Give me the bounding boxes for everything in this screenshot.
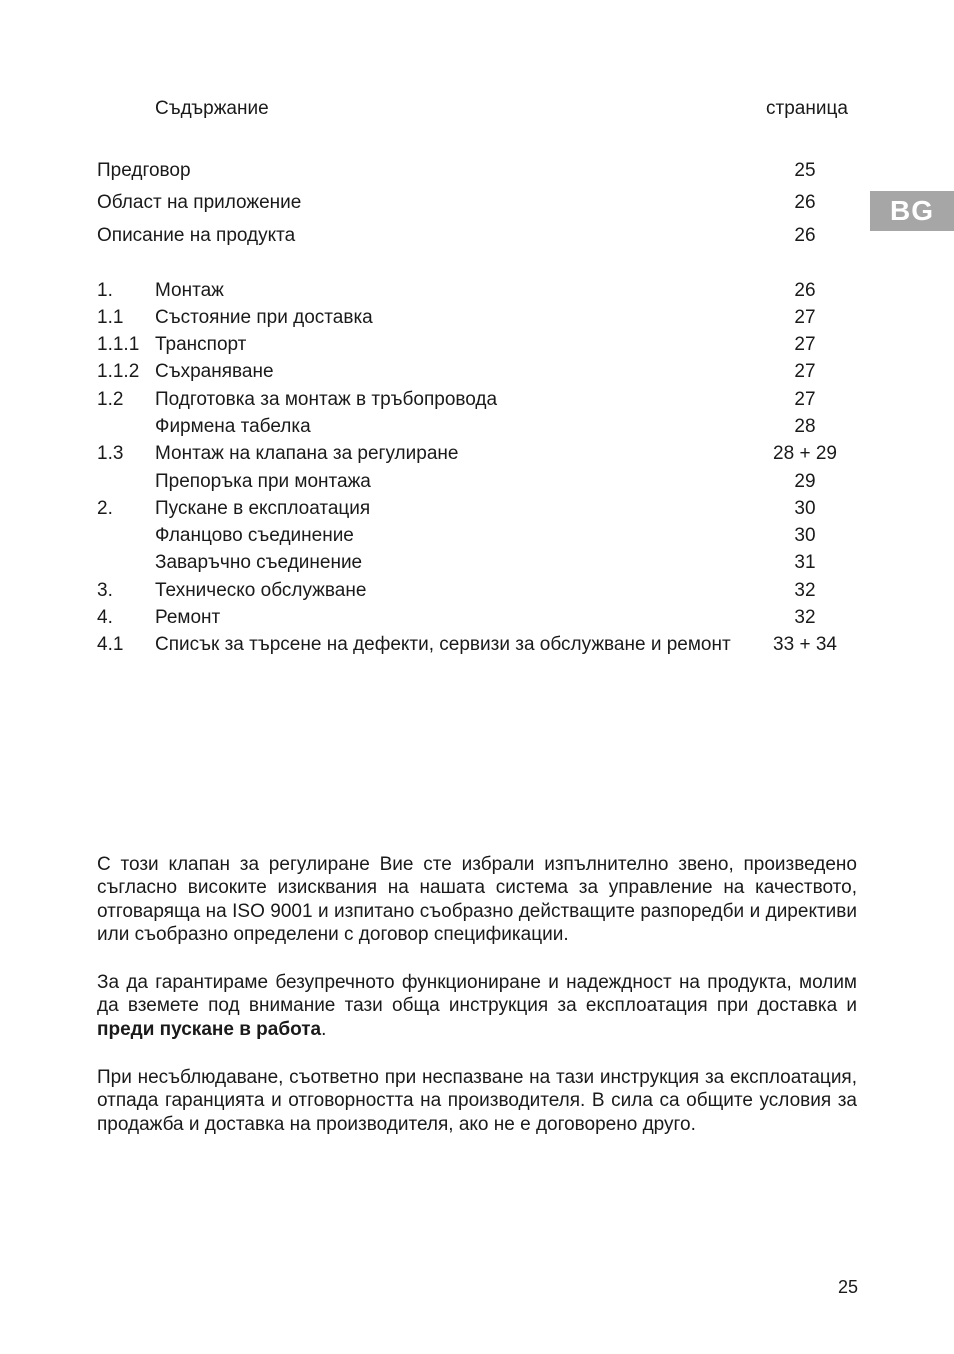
toc-title: Пускане в експлоатация — [155, 498, 371, 519]
toc-number: 1. — [97, 280, 113, 301]
toc-title: Фирмена табелка — [155, 416, 311, 437]
paragraph-text: За да гарантираме безупречното функциониране и надеждност на продукта, молим да вземете под внимание тази обща инструкция за експлоатация при доставка и — [97, 972, 857, 1017]
toc-page: 27 — [794, 361, 816, 382]
toc-page: 30 — [794, 498, 816, 519]
toc-title: Препоръка при монтажа — [155, 471, 371, 492]
toc-title: Подготовка за монтаж в тръбопровода — [155, 389, 498, 410]
toc-row — [0, 470, 954, 497]
toc-row — [0, 279, 954, 306]
liability-paragraph: При несъблюдаване, съответно при неспазване на тази инструкция за експлоатация, отпада гаранцията и отговорността на производителя. В сила са общите условия за продажба и доставка на производителя, ако не е договорено друго. — [97, 1067, 857, 1135]
toc-number: 1.1.1 — [97, 334, 140, 355]
toc-title: Техническо обслужване — [155, 580, 367, 601]
toc-title: Заваръчно съединение — [155, 552, 363, 573]
toc-page: 27 — [794, 389, 816, 410]
toc-page: 26 — [794, 225, 816, 246]
toc-title: Монтаж — [155, 280, 224, 301]
toc-title: Фланцово съединение — [155, 525, 354, 546]
toc-page: 32 — [794, 580, 816, 601]
toc-page: 26 — [794, 192, 816, 213]
toc-page: 28 — [794, 416, 816, 437]
toc-row — [0, 159, 954, 186]
warning-paragraph — [97, 971, 857, 1041]
toc-number: 2. — [97, 498, 113, 519]
toc-title: Транспорт — [155, 334, 247, 355]
toc-row — [0, 551, 954, 578]
toc-row — [0, 606, 954, 633]
toc-title: Монтаж на клапана за регулиране — [155, 443, 459, 464]
toc-row — [0, 633, 954, 660]
toc-number: 1.1.2 — [97, 361, 140, 382]
contents-heading: Съдържание — [155, 98, 269, 119]
toc-page: 27 — [794, 334, 816, 355]
toc-page: 25 — [794, 160, 816, 181]
toc-title: Област на приложение — [97, 192, 302, 213]
intro-paragraph: С този клапан за регулиране Вие сте избрали изпълнително звено, произведено съгласно високите изисквания на нашата система за управление на качеството, отговаряща на ISO 9001 и изпитано съобразно действащите разпоредби и директиви или съобразно определени с договор спецификации. — [97, 854, 857, 945]
toc-title: Списък за търсене на дефекти, сервизи за обслужване и ремонт — [155, 634, 731, 655]
toc-title: Ремонт — [155, 607, 221, 628]
page-column-heading: страница — [766, 98, 848, 119]
toc-row — [0, 388, 954, 415]
paragraph-text: . — [321, 1018, 327, 1040]
toc-number: 1.2 — [97, 389, 124, 410]
page-number: 25 — [837, 1277, 858, 1297]
toc-page: 33 + 34 — [773, 634, 837, 655]
toc-page: 27 — [794, 307, 816, 328]
toc-row — [0, 442, 954, 469]
toc-title: Предговор — [97, 160, 191, 181]
toc-page: 31 — [794, 552, 816, 573]
toc-number: 4. — [97, 607, 113, 628]
emphasis-text: преди пускане в работа — [97, 1018, 322, 1040]
toc-title: Състояние при доставка — [155, 307, 373, 328]
toc-page: 30 — [794, 525, 816, 546]
toc-title: Съхраняване — [155, 361, 274, 382]
toc-row — [0, 333, 954, 360]
toc-row — [0, 191, 954, 218]
toc-title: Описание на продукта — [97, 225, 296, 246]
toc-row — [0, 415, 954, 442]
toc-page: 28 + 29 — [773, 443, 837, 464]
toc-number: 4.1 — [97, 634, 124, 655]
toc-page: 29 — [794, 471, 816, 492]
toc-number: 3. — [97, 580, 113, 601]
toc-row — [0, 497, 954, 524]
toc-number: 1.1 — [97, 307, 124, 328]
toc-page: 32 — [794, 607, 816, 628]
toc-row — [0, 224, 954, 251]
toc-row — [0, 579, 954, 606]
language-tab: BG — [870, 191, 954, 231]
toc-row — [0, 306, 954, 333]
toc-row — [0, 360, 954, 387]
toc-page: 26 — [794, 280, 816, 301]
toc-row — [0, 524, 954, 551]
toc-number: 1.3 — [97, 443, 124, 464]
